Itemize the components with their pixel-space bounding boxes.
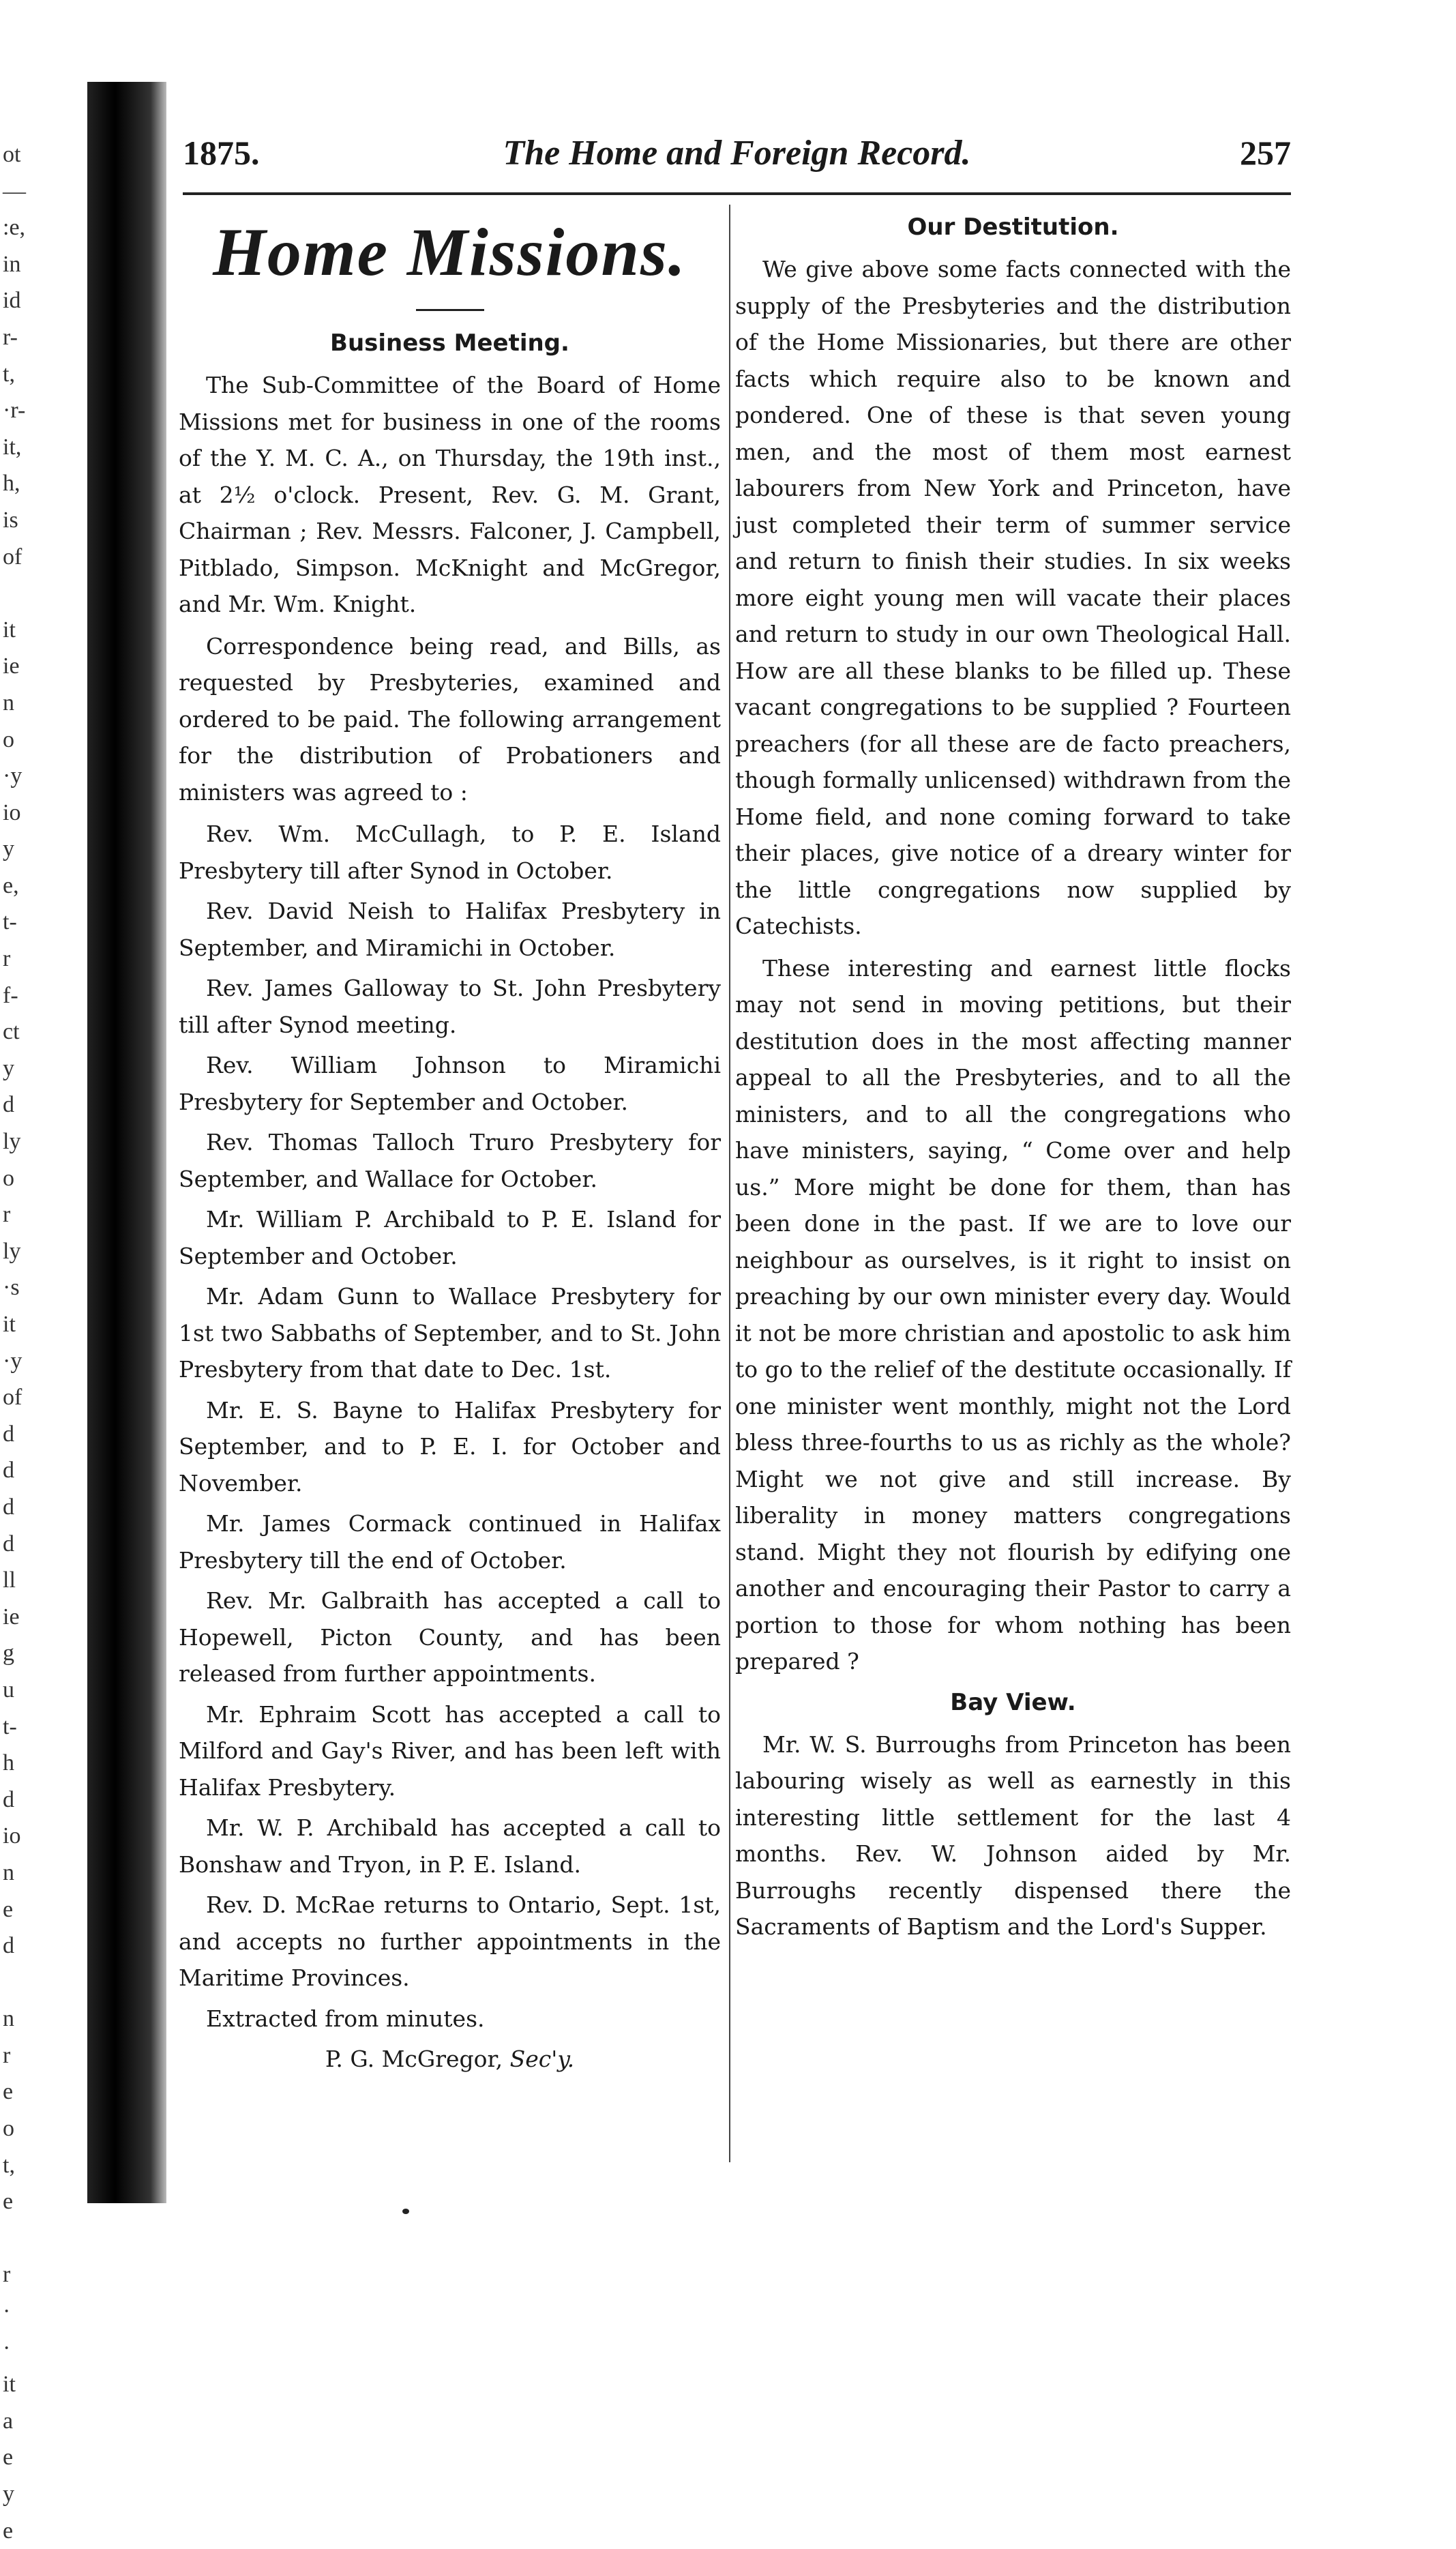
destitution-paragraph-1: We give above some facts connected with the supply of the Presbyteries and the distribution of the Home Missionaries, but there are other facts which require also to be known and pondered. One of these is that seven young men, and the most of them most earnest labourers from New York and Princeton, have just completed their term of summer service and return to finish their studies. In six weeks more eight young men will vacate their places and return to study in our own Theological Hall. How are all these blanks to be filled up. These vacant congregations to be supplied ? Fourteen preachers (for all these are de facto preachers, though formally unlicensed) withdrawn from the Home field, and none coming forward to take their places, give notice of a dreary winter for the little congregations now supplied by Catechists. bbox=[735, 256, 1291, 939]
right-column bbox=[735, 205, 1291, 1951]
correspondence-paragraph: Correspondence being read, and Bills, as requested by Presbyteries, examined and ordered to be paid. The following arrangement for the distribution of Probationers and ministers was agreed to : bbox=[179, 632, 721, 806]
signature-name: P. G. McGregor, bbox=[325, 2046, 503, 2072]
masthead-rule bbox=[416, 309, 484, 311]
header-title: The Home and Foreign Record. bbox=[503, 134, 971, 173]
extract-note: Extracted from minutes. bbox=[206, 2005, 485, 2032]
binding-gutter bbox=[87, 82, 166, 2203]
appointment-entry: Mr. Ephraim Scott has accepted a call to Milford and Gay's River, and has been left with Halifax Presbytery. bbox=[179, 1700, 721, 1801]
bay-view-paragraph: Mr. W. S. Burroughs from Princeton has been labouring wisely as well as earnestly in this interesting little settlement for the last 4 months. Rev. W. Johnson aided by Mr. Burroughs recently dispensed there the Sacraments of Baptism and the Lord's Supper. bbox=[735, 1730, 1291, 1940]
destitution-paragraph-2: These interesting and earnest little flocks may not send in moving petitions, but their destitution does in the most affecting manner appeal to all the Presbyteries, and to all the ministers, and to all the congregations who have ministers, saying, “ Come over and help us.” More might be done for them, than has been done in the past. If we are to love our neighbour as ourselves, is it right to insist on preaching by our own minister every day. Would it not be more christian and apostolic to ask him to go to the relief of the destitute occasionally. If one minister went monthly, might not the Lord bless three-fourths to us as richly as the whole? Might we not give and still increase. By liberality in money matters congregations stand. Might they not flourish by edifying one another and encouraging their Pastor to carry a portion to those for whom nothing has been prepared ? bbox=[735, 954, 1291, 1675]
signature-title: Sec'y. bbox=[509, 2046, 575, 2072]
appointment-entry: Rev. Mr. Galbraith has accepted a call to Hopewell, Picton County, and has been released from further appointments. bbox=[179, 1587, 721, 1687]
header-rule bbox=[183, 192, 1291, 195]
secretary-signature bbox=[179, 2041, 721, 2078]
appointment-entry: Rev. Thomas Talloch Truro Presbytery for September, and Wallace for October. bbox=[179, 1129, 721, 1192]
bay-view-heading: Bay View. bbox=[950, 1688, 1076, 1716]
appointment-entry: Mr. Adam Gunn to Wallace Presbytery for 1st two Sabbaths of September, and to St. John Presbytery from that date to Dec. 1st. bbox=[179, 1283, 721, 1383]
appointment-entry: Rev. Wm. McCullagh, to P. E. Island Presbytery till after Synod in October. bbox=[179, 821, 721, 884]
appointment-entry: Mr. W. P. Archibald has accepted a call to Bonshaw and Tryon, in P. E. Island. bbox=[179, 1814, 721, 1878]
appointment-entry: Mr. William P. Archibald to P. E. Island for September and October. bbox=[179, 1206, 721, 1269]
business-meeting-heading: Business Meeting. bbox=[330, 329, 569, 357]
appointment-entry: Rev. D. McRae returns to Ontario, Sept. 1st, and accepts no further appointments in the Maritime Provinces. bbox=[179, 1891, 721, 1991]
page-number: 257 bbox=[1240, 134, 1291, 172]
appointment-entry: Mr. James Cormack continued in Halifax Presbytery till the end of October. bbox=[179, 1510, 721, 1574]
appointment-entry: Rev. William Johnson to Miramichi Presbytery for September and October. bbox=[179, 1052, 721, 1115]
appointment-entry: Mr. E. S. Bayne to Halifax Presbytery for September, and to P. E. I. for October and November. bbox=[179, 1396, 721, 1497]
meeting-intro: The Sub-Committee of the Board of Home Missions met for business in one of the rooms of the Y. M. C. A., on Thursday, the 19th inst., at 2½ o'clock. Present, Rev. G. M. Grant, Chairman ; Rev. Messrs. Falconer, J. Campbell, Pitblado, Simpson. McKnight and McGregor, and Mr. Wm. Knight. bbox=[179, 372, 721, 617]
left-column bbox=[179, 205, 721, 2083]
destitution-heading: Our Destitution. bbox=[907, 213, 1119, 241]
section-masthead: Home Missions. bbox=[213, 214, 687, 290]
facing-page-fragments: ot — :e, in id r- t, ·r- it, h, is of it ie n o ·y io y e, t- r f- ct y d ly o r ly ·s it ·y of d d d d ll ie g u t- h d io n e d n r e o t, e r · · it a e y e bbox=[3, 142, 26, 2544]
column-divider bbox=[729, 205, 730, 2162]
running-header bbox=[183, 133, 1291, 188]
header-year: 1875. bbox=[183, 134, 260, 172]
ink-speck bbox=[402, 2209, 409, 2214]
appointment-entry: Rev. David Neish to Halifax Presbytery in September, and Miramichi in October. bbox=[179, 898, 721, 961]
appointment-entry: Rev. James Galloway to St. John Presbytery till after Synod meeting. bbox=[179, 975, 721, 1038]
